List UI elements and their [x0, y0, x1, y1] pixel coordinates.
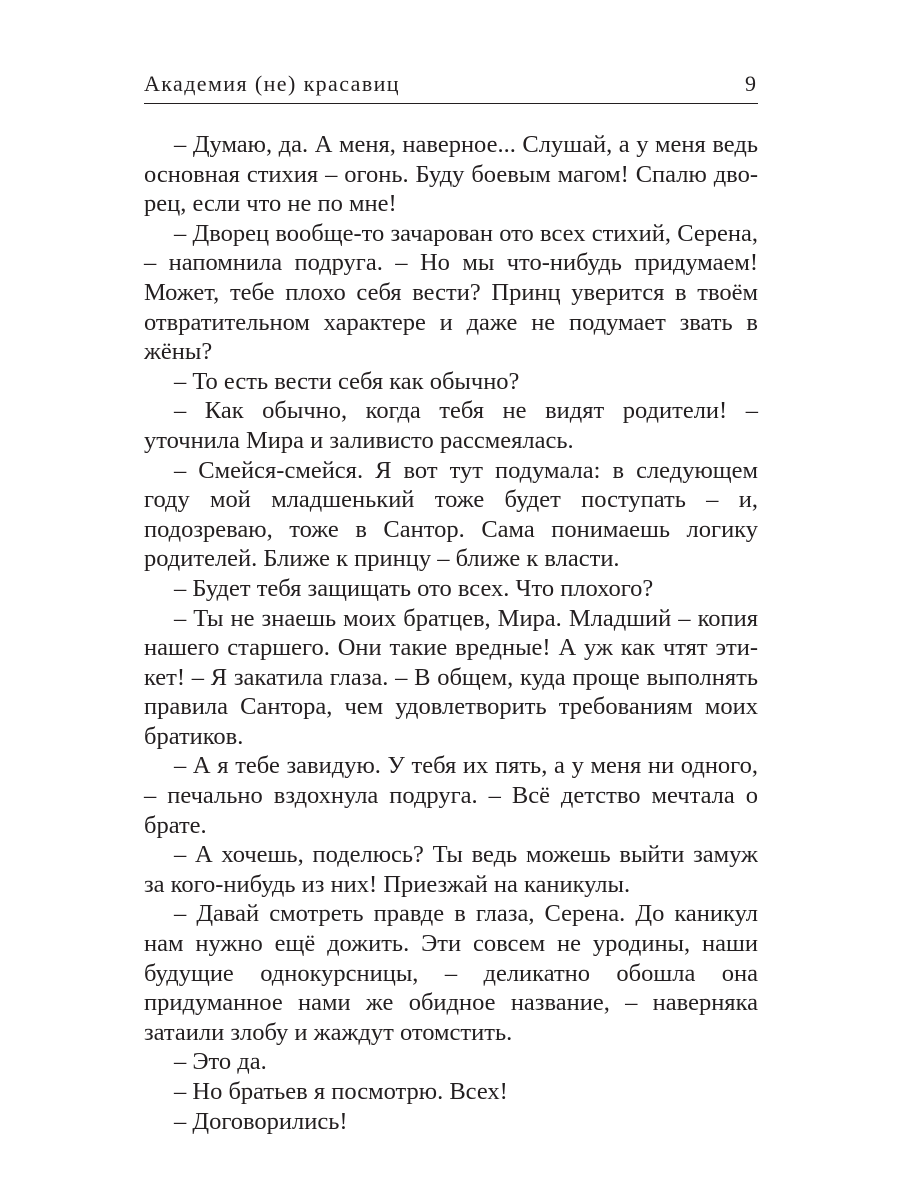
- book-title: Академия (не) красавиц: [144, 71, 400, 96]
- paragraph: – Но братьев я посмотрю. Всех!: [174, 1078, 508, 1105]
- paragraph: – А хочешь, поделюсь? Ты ведь можешь выйти замуж за кого-нибудь из них! Приезжай на каникулы.: [144, 841, 758, 898]
- paragraph: – Думаю, да. А меня, наверное... Слушай, а у меня ведь основная стихия – огонь. Буду боевым магом! Спалю дворец, если что не по мне!: [144, 131, 758, 218]
- paragraph: – Смейся-смейся. Я вот тут подумала: в следующем году мой младшенький тоже будет поступать – и, подозреваю, тоже в Сантор. Сама понимаешь логику родителей. Ближе к принцу – ближе к власти.: [144, 456, 758, 573]
- body-text: [144, 130, 758, 1136]
- paragraph: – А я тебе завидую. У тебя их пять, а у меня ни одного, – печально вздохнула подруга. – Всё детство мечтала о брате.: [144, 752, 758, 839]
- paragraph: – Будет тебя защищать ото всех. Что плохого?: [174, 574, 654, 602]
- paragraph: – Это да.: [174, 1048, 267, 1076]
- paragraph: – То есть вести себя как обычно?: [174, 367, 520, 395]
- paragraph: – Давай смотреть правде в глаза, Серена. До каникул нам нужно ещё дожить. Эти совсем не уродины, наши будущие однокурсницы, – деликатно обошла она придуманное нами же обидное название, – наверняка затаили злобу и жаждут отомстить.: [144, 900, 758, 1046]
- page-number: 9: [745, 71, 756, 96]
- paragraph: – Дворец вообще-то зачарован ото всех стихий, Серена, – напомнила подруга. – Но мы что-нибудь придумаем! Может, тебе плохо себя вести? Принц уверится в твоём отвратительном характере и даже не подумает звать в жёны?: [144, 219, 758, 366]
- running-header: [144, 64, 756, 104]
- paragraph: – Как обычно, когда тебя не видят родители! – уточнила Мира и заливисто рассмеялась.: [144, 397, 758, 454]
- paragraph: – Договорились!: [174, 1107, 348, 1135]
- header-divider: [144, 103, 758, 104]
- paragraph: – Ты не знаешь моих братцев, Мира. Младший – копия нашего старшего. Они такие вредные! А уж как чтят этикет! – Я закатила глаза. – В общем, куда проще выполнять правила Сантора, чем удовлетворить требованиям моих братиков.: [144, 604, 758, 750]
